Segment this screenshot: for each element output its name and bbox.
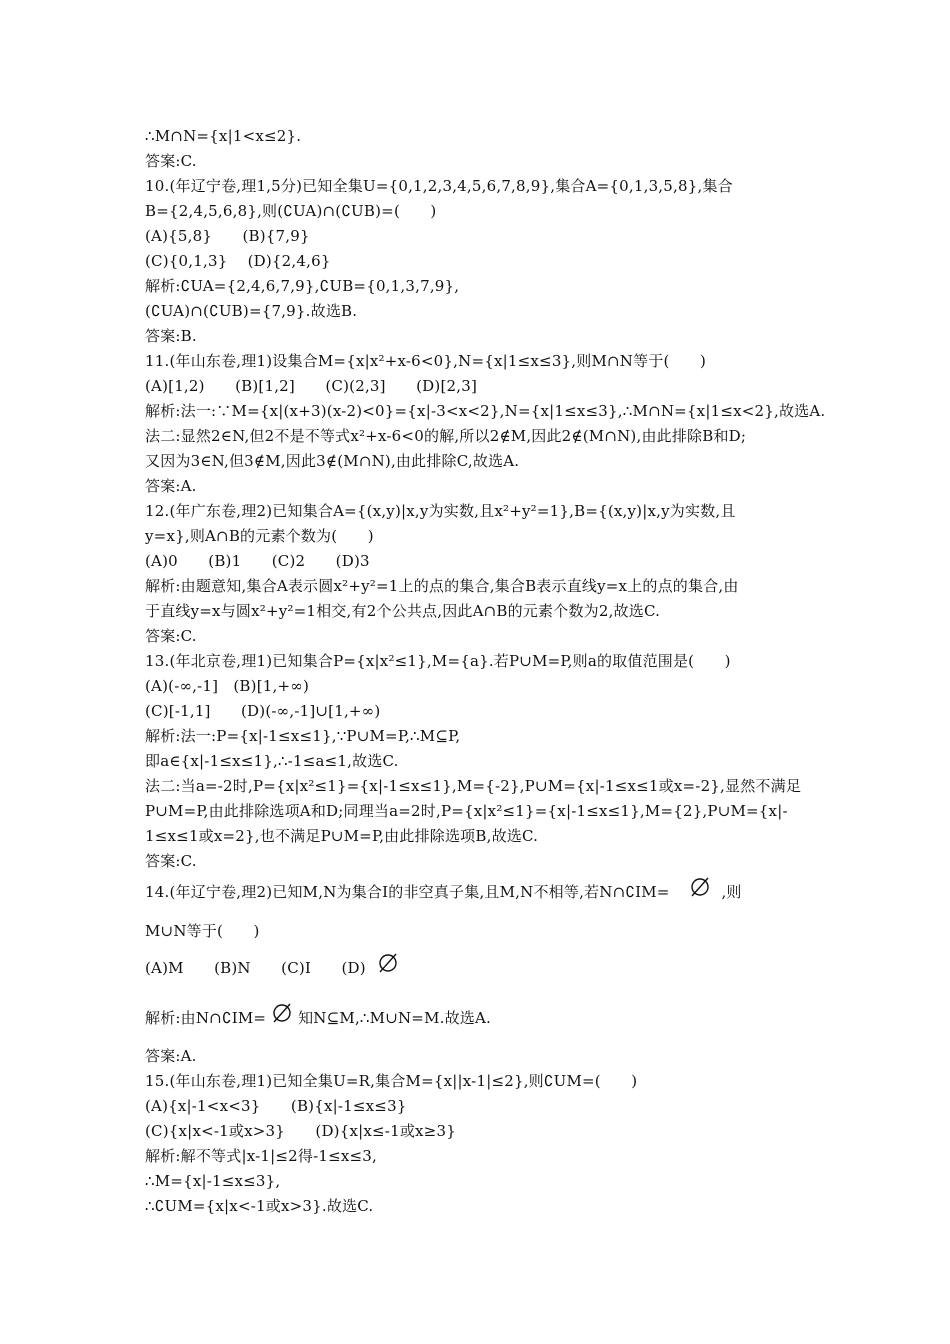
text-line: y=x},则A∩B的元素个数为( ) (145, 527, 374, 545)
question-14-stem-text: 14.(年辽宁卷,理2)已知M,N为集合I的非空真子集,且M,N不相等,若N∩∁IM= (145, 883, 670, 901)
analysis-line: 解析:法一:P={x|-1≤x≤1},∵P∪M=P,∴M⊆P, (145, 727, 461, 745)
analysis-line: 1≤x≤1或x=2},也不满足P∪M=P,由此排除选项B,故选C. (145, 827, 539, 845)
analysis-line: 解析:∁UA={2,4,6,7,9},∁UB={0,1,3,7,9}, (145, 277, 460, 295)
question-14-stem-tail: ,则 (721, 883, 742, 901)
analysis-line: 法二:当a=-2时,P={x|x²≤1}={x|-1≤x≤1},M={-2},P∪M={x|-1≤x≤1或x=-2},显然不满足 (145, 777, 802, 795)
question-10-stem: 10.(年辽宁卷,理1,5分)已知全集U={0,1,2,3,4,5,6,7,8,9},集合A={0,1,3,5,8},集合 (145, 177, 733, 195)
analysis-line: 解析:由题意知,集合A表示圆x²+y²=1上的点的集合,集合B表示直线y=x上的点的集合,由 (145, 577, 739, 595)
options-line: (A){5,8} (B){7,9} (145, 227, 310, 245)
empty-set-icon (377, 952, 399, 974)
analysis-line: 解析:法一:∵M={x|(x+3)(x-2)<0}={x|-3<x<2},N={x|1≤x≤3},∴M∩N={x|1≤x<2},故选A. (145, 402, 826, 420)
question-14-stem (145, 882, 742, 904)
analysis-line: P∪M=P,由此排除选项A和D;同理当a=2时,P={x|x²≤1}={x|-1≤x≤1},M={2},P∪M={x|- (145, 802, 788, 820)
options-line: (A)[1,2) (B)[1,2] (C)(2,3] (D)[2,3] (145, 377, 478, 395)
options-line: (A)(-∞,-1] (B)[1,+∞) (145, 677, 309, 695)
options-line: (C){x|x<-1或x>3} (D){x|x≤-1或x≥3} (145, 1122, 456, 1140)
text-line: 答案:C. (145, 152, 197, 170)
analysis-line: 于直线y=x与圆x²+y²=1相交,有2个公共点,因此A∩B的元素个数为2,故选C. (145, 602, 661, 620)
text-line: M∪N等于( ) (145, 922, 260, 940)
analysis-line: ∴∁UM={x|x<-1或x>3}.故选C. (145, 1197, 374, 1215)
text-line: B={2,4,5,6,8},则(∁UA)∩(∁UB)=( ) (145, 202, 437, 220)
analysis-line: (∁UA)∩(∁UB)={7,9}.故选B. (145, 302, 358, 320)
options-line: (A)0 (B)1 (C)2 (D)3 (145, 552, 370, 570)
question-15-stem: 15.(年山东卷,理1)已知全集U=R,集合M={x||x-1|≤2},则∁UM=( ) (145, 1072, 638, 1090)
options-line (145, 958, 399, 980)
analysis-line (145, 1008, 491, 1030)
analysis-line: 即a∈{x|-1≤x≤1},∴-1≤a≤1,故选C. (145, 752, 399, 770)
answer-line: 答案:A. (145, 1047, 197, 1065)
analysis-text: 解析:由N∩∁IM= (145, 1009, 267, 1027)
question-12-stem: 12.(年广东卷,理2)已知集合A={(x,y)|x,y为实数,且x²+y²=1},B={(x,y)|x,y为实数,且 (145, 502, 736, 520)
options-line: (C){0,1,3} (D){2,4,6} (145, 252, 331, 270)
options-line: (A){x|-1<x<3} (B){x|-1≤x≤3} (145, 1097, 407, 1115)
answer-line: 答案:B. (145, 327, 197, 345)
analysis-text-tail: 知N⊆M,∴M∪N=M.故选A. (298, 1009, 492, 1027)
options-text: (A)M (B)N (C)I (D) (145, 959, 366, 977)
question-13-stem: 13.(年北京卷,理1)已知集合P={x|x²≤1},M={a}.若P∪M=P,则a的取值范围是( ) (145, 652, 731, 670)
empty-set-icon (271, 1002, 293, 1024)
answer-line: 答案:C. (145, 852, 197, 870)
analysis-line: ∴M={x|-1≤x≤3}, (145, 1172, 281, 1190)
options-line: (C)[-1,1] (D)(-∞,-1]∪[1,+∞) (145, 702, 381, 720)
analysis-line: 解析:解不等式|x-1|≤2得-1≤x≤3, (145, 1147, 378, 1165)
question-11-stem: 11.(年山东卷,理1)设集合M={x|x²+x-6<0},N={x|1≤x≤3},则M∩N等于( ) (145, 352, 707, 370)
text-line: ∴M∩N={x|1<x≤2}. (145, 127, 302, 145)
analysis-line: 又因为3∈N,但3∉M,因此3∉(M∩N),由此排除C,故选A. (145, 452, 520, 470)
answer-line: 答案:A. (145, 477, 197, 495)
analysis-line: 法二:显然2∈N,但2不是不等式x²+x-6<0的解,所以2∉M,因此2∉(M∩N),由此排除B和D; (145, 427, 747, 445)
answer-line: 答案:C. (145, 627, 197, 645)
empty-set-icon (689, 876, 711, 898)
